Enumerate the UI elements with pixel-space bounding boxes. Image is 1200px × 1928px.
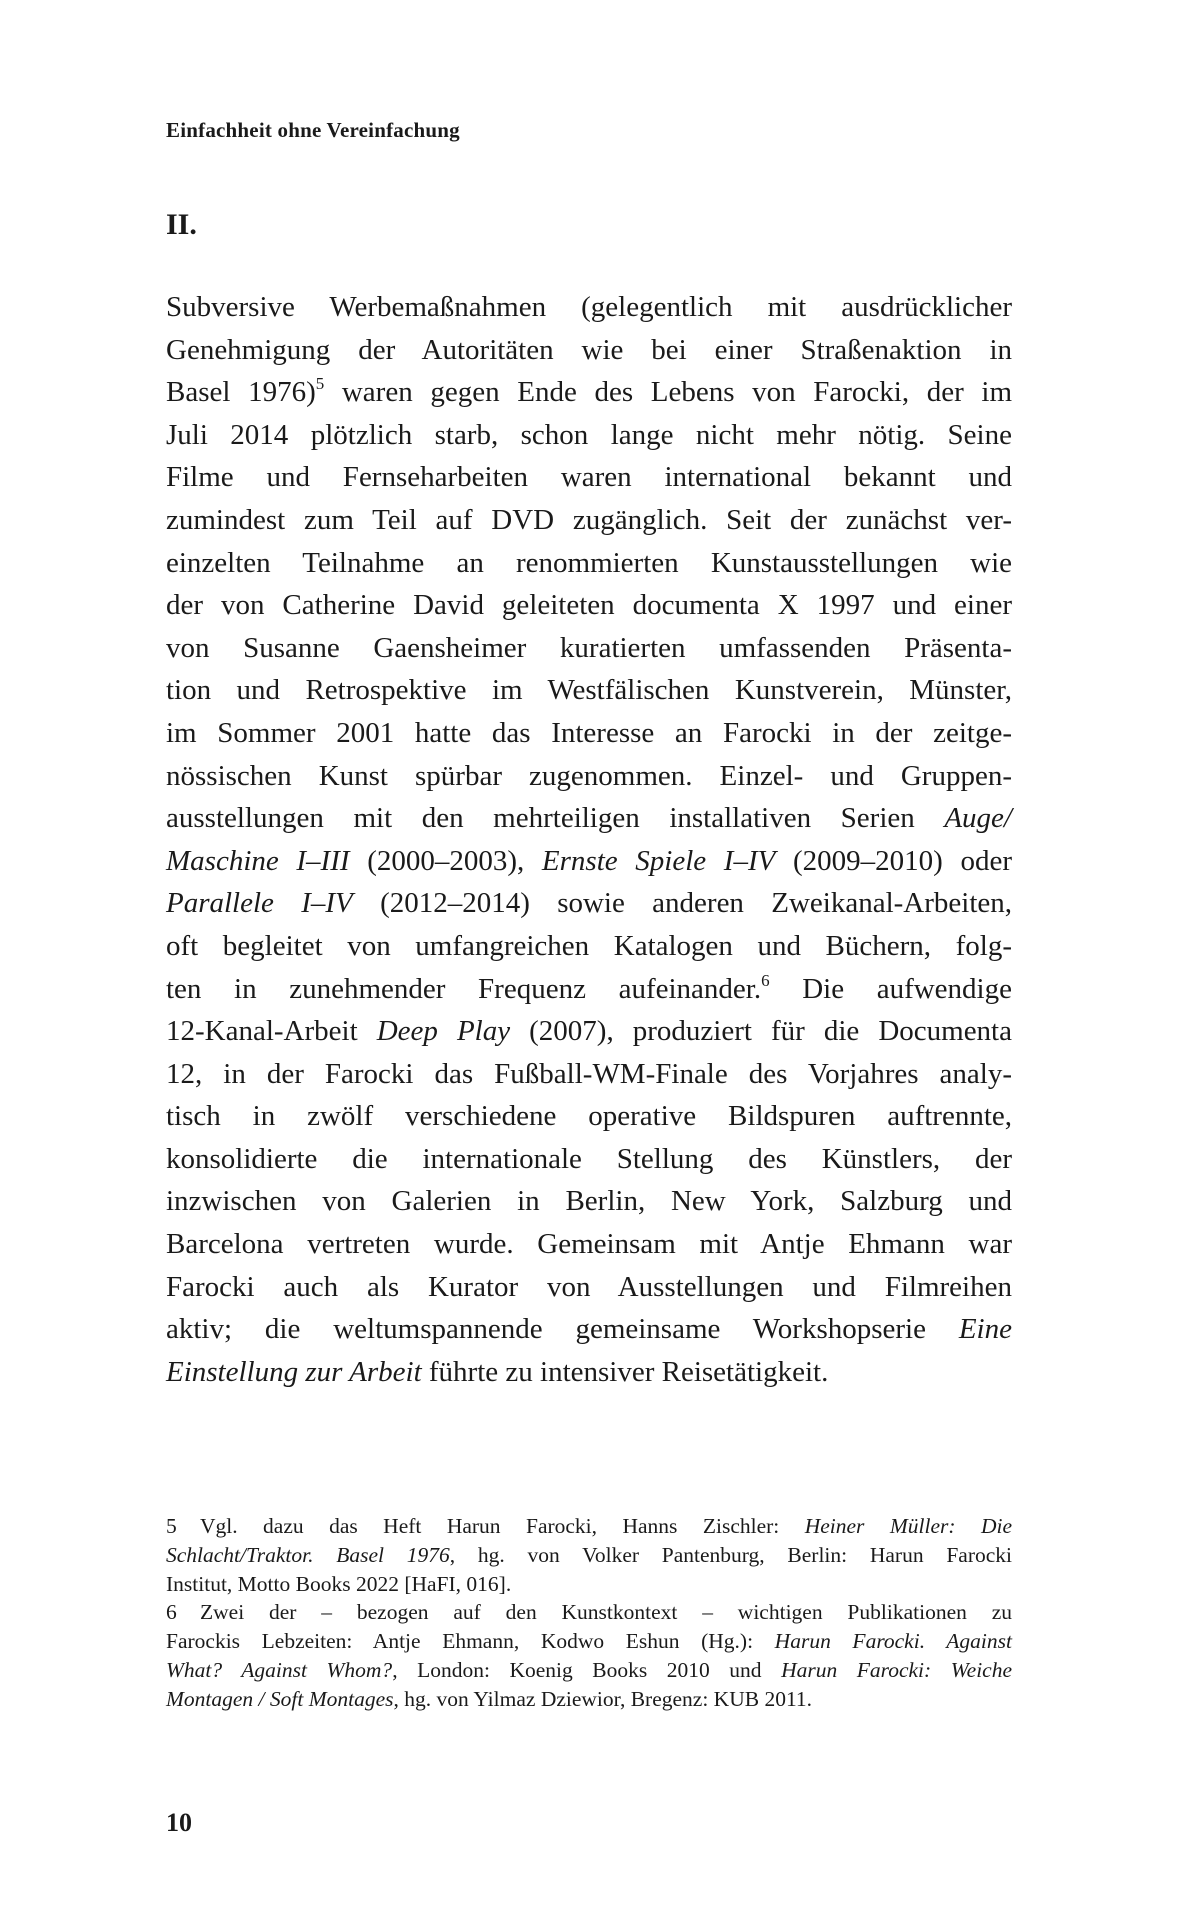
text-run: inzwischen von Galerien in Berlin, New York, Salzburg und bbox=[166, 1185, 1012, 1218]
footnote-line bbox=[166, 1570, 1012, 1599]
footnote-line bbox=[166, 1656, 1012, 1685]
text-run: Vgl. dazu das Heft Harun Farocki, Hanns Zischler: bbox=[200, 1514, 805, 1538]
page-number: 10 bbox=[166, 1808, 192, 1837]
text-run: ten in zunehmender Frequenz aufeinander. bbox=[166, 972, 762, 1005]
italic-text: Ernste Spiele I–IV bbox=[541, 844, 776, 877]
italic-text: Parallele I–IV bbox=[166, 887, 353, 920]
italic-text: Deep Play bbox=[376, 1015, 511, 1048]
body-line bbox=[166, 797, 1012, 840]
text-run: konsolidierte die internationale Stellung des Künstlers, der bbox=[166, 1142, 1012, 1175]
body-line bbox=[166, 1138, 1012, 1181]
text-run: tion und Retrospektive im Westfälischen Kunstverein, Münster, bbox=[166, 674, 1012, 707]
body-line bbox=[166, 968, 1012, 1011]
footnote-number: 6 bbox=[166, 1600, 177, 1625]
italic-text: Schlacht/Traktor. Basel 1976 bbox=[166, 1542, 450, 1567]
body-line bbox=[166, 1180, 1012, 1223]
body-line bbox=[166, 1010, 1012, 1053]
body-line bbox=[166, 584, 1012, 627]
footnote-5 bbox=[166, 1512, 1012, 1598]
body-line bbox=[166, 925, 1012, 968]
text-run: , hg. von Volker Pantenburg, Berlin: Harun Farocki bbox=[449, 1542, 1012, 1567]
body-line bbox=[166, 1095, 1012, 1138]
italic-text: Maschine I–III bbox=[166, 844, 350, 877]
footnote-reference: 5 bbox=[315, 374, 325, 394]
text-run: zumindest zum Teil auf DVD zugänglich. Seit der zunächst ver- bbox=[166, 503, 1012, 536]
body-line bbox=[166, 1266, 1012, 1309]
italic-text: Montagen / Soft Montages bbox=[166, 1686, 394, 1711]
text-run: (2007), produziert für die Documenta bbox=[510, 1015, 1012, 1048]
text-run: , London: Koenig Books 2010 und bbox=[392, 1657, 782, 1682]
body-line bbox=[166, 669, 1012, 712]
running-head: Einfachheit ohne Vereinfachung bbox=[166, 118, 460, 142]
text-run: Juli 2014 plötzlich starb, schon lange nicht mehr nötig. Seine bbox=[166, 418, 1012, 451]
body-line bbox=[166, 286, 1012, 329]
italic-text: Heiner Müller: Die bbox=[804, 1514, 1012, 1538]
body-line bbox=[166, 712, 1012, 755]
italic-text: Harun Farocki. Against bbox=[774, 1629, 1012, 1654]
body-line bbox=[166, 1053, 1012, 1096]
italic-text: Harun Farocki: Weiche bbox=[781, 1657, 1012, 1682]
footnote-6 bbox=[166, 1598, 1012, 1713]
body-line bbox=[166, 542, 1012, 585]
italic-text: Auge/ bbox=[944, 802, 1012, 835]
text-run: , hg. von Yilmaz Dziewior, Bregenz: KUB 2011. bbox=[393, 1686, 813, 1711]
body-line bbox=[166, 1308, 1012, 1351]
text-run: der von Catherine David geleiteten documenta X 1997 und einer bbox=[166, 589, 1012, 622]
text-run: Genehmigung der Autoritäten wie bei einer Straßenaktion in bbox=[166, 333, 1012, 366]
body-line bbox=[166, 329, 1012, 372]
footnote-reference: 6 bbox=[761, 970, 770, 990]
text-run: Filme und Fernseharbeiten waren international bekannt und bbox=[166, 461, 1012, 494]
text-run: 12, in der Farocki das Fußball-WM-Finale des Vorjahres analy- bbox=[166, 1057, 1012, 1090]
text-run: im Sommer 2001 hatte das Interesse an Farocki in der zeitge- bbox=[166, 716, 1012, 749]
body-line bbox=[166, 371, 1012, 414]
italic-text: Einstellung zur Arbeit bbox=[166, 1355, 422, 1388]
text-run: oft begleitet von umfangreichen Katalogen und Büchern, folg- bbox=[166, 929, 1012, 962]
footnote-line bbox=[166, 1685, 1012, 1714]
text-run: (2012–2014) sowie anderen Zweikanal-Arbeiten, bbox=[352, 887, 1012, 920]
text-run: Die aufwendige bbox=[769, 972, 1012, 1005]
footnote-number: 5 bbox=[166, 1514, 177, 1538]
body-paragraph bbox=[166, 286, 1012, 1393]
text-run: führte zu intensiver Reisetätigkeit. bbox=[421, 1355, 829, 1388]
body-line bbox=[166, 1351, 1012, 1394]
italic-text: What? Against Whom? bbox=[166, 1657, 393, 1682]
text-run: (2009–2010) oder bbox=[775, 844, 1012, 877]
footnote-line bbox=[166, 1627, 1012, 1656]
footnote-line bbox=[166, 1598, 1012, 1627]
footnote-line bbox=[166, 1512, 1012, 1541]
text-run: Institut, Motto Books 2022 [HaFI, 016]. bbox=[166, 1571, 512, 1596]
text-run: einzelten Teilnahme an renommierten Kunstausstellungen wie bbox=[166, 546, 1012, 579]
text-run: Barcelona vertreten wurde. Gemeinsam mit Antje Ehmann war bbox=[166, 1228, 1012, 1261]
text-run: Basel 1976) bbox=[166, 376, 316, 409]
text-run: waren gegen Ende des Lebens von Farocki, der im bbox=[324, 376, 1012, 409]
text-run: nössischen Kunst spürbar zugenommen. Einzel- und Gruppen- bbox=[166, 759, 1012, 792]
italic-text: Eine bbox=[958, 1313, 1012, 1346]
body-line bbox=[166, 627, 1012, 670]
body-line bbox=[166, 882, 1012, 925]
footnote-line bbox=[166, 1541, 1012, 1570]
body-line bbox=[166, 1223, 1012, 1266]
text-run: ausstellungen mit den mehrteiligen installativen Serien bbox=[166, 802, 945, 835]
text-run: aktiv; die weltumspannende gemeinsame Workshopserie bbox=[166, 1313, 959, 1346]
body-line bbox=[166, 755, 1012, 798]
text-run: Zwei der – bezogen auf den Kunstkontext – wichtigen Publikationen zu bbox=[200, 1600, 1012, 1625]
text-run: tisch in zwölf verschiedene operative Bildspuren auftrennte, bbox=[166, 1100, 1012, 1133]
text-run: Farockis Lebzeiten: Antje Ehmann, Kodwo Eshun (Hg.): bbox=[166, 1629, 775, 1654]
body-line bbox=[166, 456, 1012, 499]
text-run: Farocki auch als Kurator von Ausstellungen und Filmreihen bbox=[166, 1270, 1012, 1303]
body-line bbox=[166, 414, 1012, 457]
section-heading: II. bbox=[166, 208, 197, 241]
text-run: von Susanne Gaensheimer kuratierten umfassenden Präsenta- bbox=[166, 631, 1012, 664]
text-run: Subversive Werbemaßnahmen (gelegentlich mit ausdrücklicher bbox=[166, 291, 1012, 323]
text-run: 12-Kanal-Arbeit bbox=[166, 1015, 377, 1048]
body-line bbox=[166, 499, 1012, 542]
body-line bbox=[166, 840, 1012, 883]
footnotes bbox=[166, 1512, 1012, 1714]
text-run: (2000–2003), bbox=[349, 844, 542, 877]
